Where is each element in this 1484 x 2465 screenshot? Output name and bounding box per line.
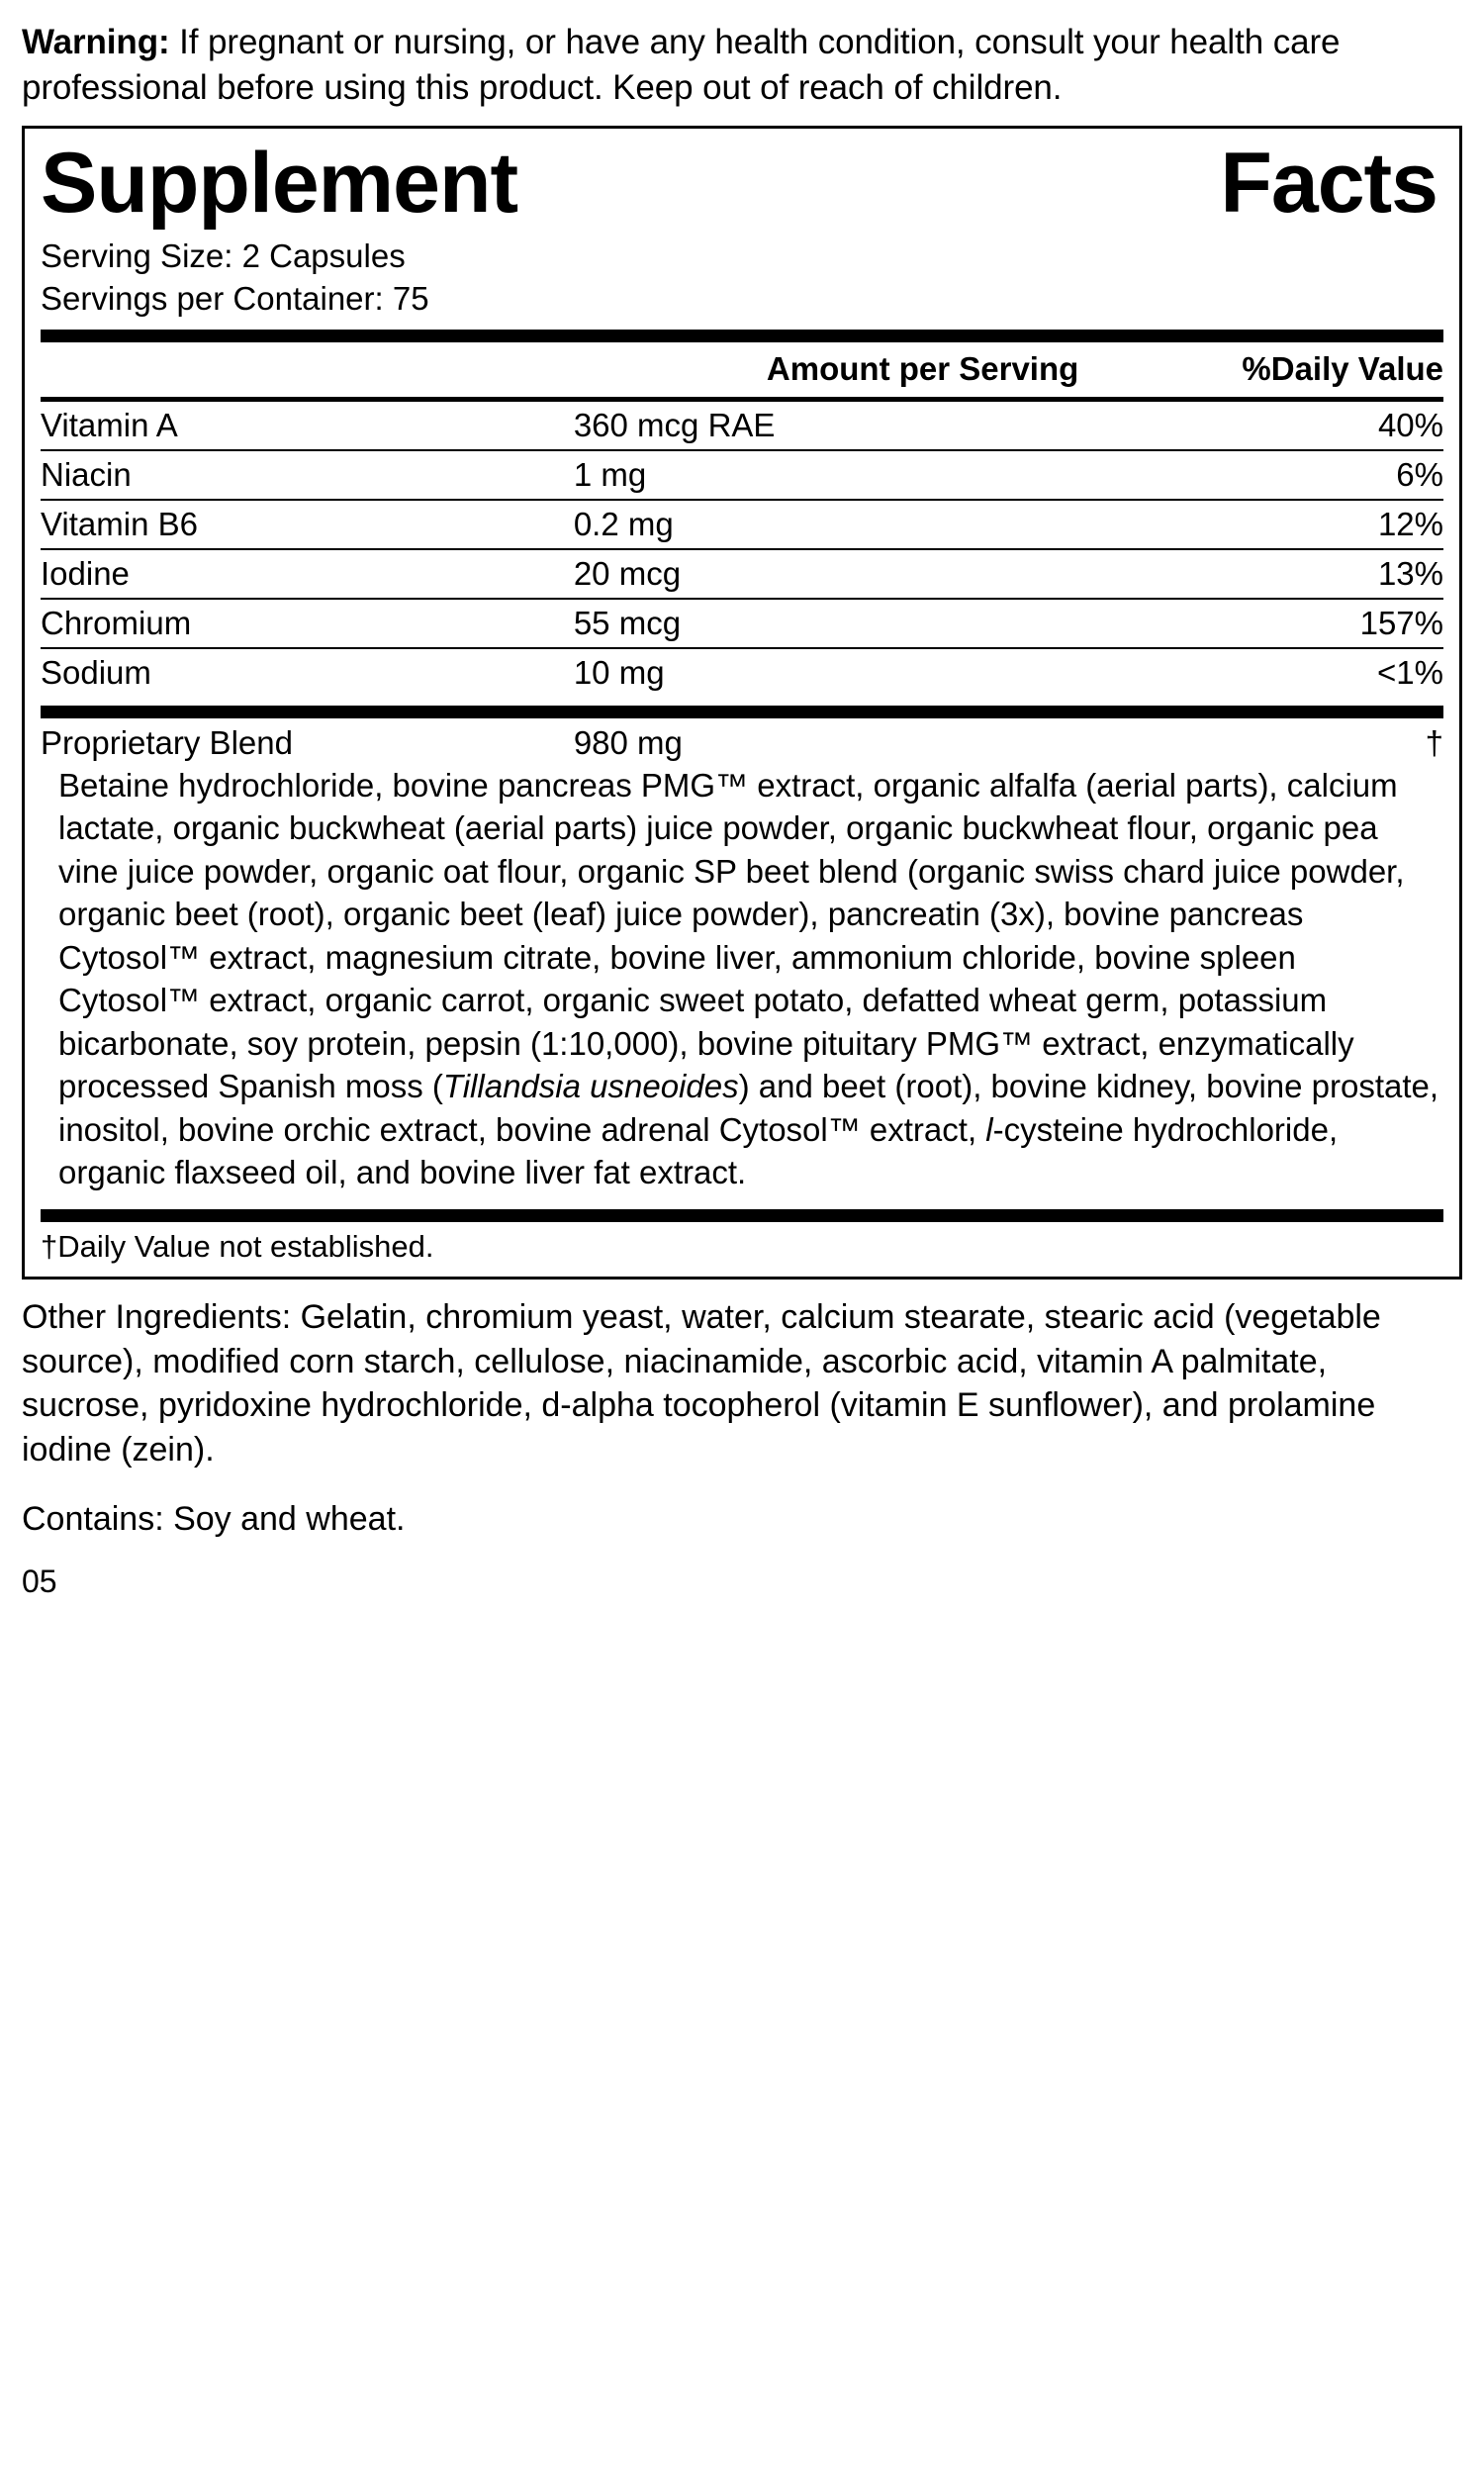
blend-name: Proprietary Blend	[41, 723, 293, 761]
blend-ingredients-part2: ) and beet (root), bovine kidney, bovine prostate, inositol, bovine orchic extract, bovine adrenal Cytosol™ extract,	[58, 1068, 1439, 1148]
table-header-row	[41, 342, 1443, 397]
rule-thick-footnote	[41, 1209, 1443, 1222]
supplement-facts-title	[41, 136, 1443, 231]
rule-thick-blend	[41, 706, 1443, 718]
nutrition-table	[41, 342, 1443, 397]
header-amount-per-serving: Amount per Serving	[766, 349, 1079, 387]
proprietary-blend-row	[41, 718, 1443, 764]
blend-ingredient-list	[41, 764, 1443, 1200]
row-daily-value: 12%	[1078, 500, 1443, 549]
other-ingredients: Other Ingredients: Gelatin, chromium yeast, water, calcium stearate, stearic acid (vegetable source), modified corn starch, cellulose, niacinamide, ascorbic acid, vitamin A palmitate, sucrose, pyridoxine hydrochloride, d-alpha tocopherol (vitamin E sunflower), and prolamine iodine (zein).	[22, 1298, 1381, 1469]
blend-ingredients-italic-l: l	[985, 1110, 993, 1148]
blend-ingredients-part3: -cysteine hydrochloride, organic flaxseed oil, and bovine liver fat extract.	[58, 1110, 1339, 1191]
row-daily-value: <1%	[1078, 648, 1443, 697]
header-nutrient	[41, 342, 574, 397]
contains-statement: Contains: Soy and wheat.	[22, 1500, 406, 1539]
nutrient-rows-body	[41, 402, 1443, 697]
table-row	[41, 648, 1443, 697]
row-name: Sodium	[41, 648, 574, 697]
nutrient-rows-table	[41, 402, 1443, 697]
nutrition-table-body	[41, 342, 1443, 397]
row-amount: 1 mg	[574, 450, 1078, 500]
serving-size: Serving Size: 2 Capsules	[41, 237, 406, 274]
header-daily-value: %Daily Value	[1242, 349, 1443, 387]
row-amount: 10 mg	[574, 648, 1078, 697]
row-amount: 20 mcg	[574, 549, 1078, 599]
warning-label: Warning:	[22, 23, 170, 61]
title-word-supplement: Supplement	[41, 136, 518, 231]
warning-body: If pregnant or nursing, or have any health condition, consult your health care professional before using this product. Keep out of reach of children.	[22, 23, 1341, 107]
row-name: Iodine	[41, 549, 574, 599]
row-name: Niacin	[41, 450, 574, 500]
row-daily-value: 6%	[1078, 450, 1443, 500]
row-daily-value: 40%	[1377, 406, 1443, 443]
servings-per-container: Servings per Container: 75	[41, 279, 429, 317]
table-row	[41, 500, 1443, 549]
title-word-facts: Facts	[1220, 136, 1438, 231]
label-code: 05	[22, 1563, 57, 1599]
table-row	[41, 599, 1443, 648]
blend-daily-value: †	[1425, 723, 1443, 761]
row-name: Chromium	[41, 599, 574, 648]
table-row	[41, 549, 1443, 599]
row-name: Vitamin B6	[41, 500, 574, 549]
row-name: Vitamin A	[41, 406, 178, 443]
daily-value-footnote: †Daily Value not established.	[41, 1228, 434, 1264]
row-daily-value: 13%	[1078, 549, 1443, 599]
supplement-facts-panel	[22, 126, 1462, 1280]
warning-text	[22, 20, 1462, 110]
table-row	[41, 450, 1443, 500]
blend-ingredients-part1: Betaine hydrochloride, bovine pancreas PMG™ extract, organic alfalfa (aerial parts), calcium lactate, organic buckwheat (aerial parts) juice powder, organic buckwheat flour, organic pea vine juice powder, organic oat flour, organic SP beet blend (organic swiss chard juice powder, organic beet (root), organic beet (leaf) juice powder), pancreatin (3x), bovine pancreas Cytosol™ extract, magnesium citrate, bovine liver, ammonium chloride, bovine spleen Cytosol™ extract, organic carrot, organic sweet potato, defatted wheat germ, potassium bicarbonate, soy protein, pepsin (1:10,000), bovine pituitary PMG™ extract, enzymatically processed Spanish moss (	[58, 766, 1405, 1105]
row-amount: 55 mcg	[574, 599, 1078, 648]
row-amount: 0.2 mg	[574, 500, 1078, 549]
row-daily-value: 157%	[1078, 599, 1443, 648]
rule-thick-top	[41, 330, 1443, 342]
table-row	[41, 402, 1443, 450]
row-amount: 360 mcg RAE	[573, 406, 776, 443]
blend-amount: 980 mg	[573, 723, 683, 761]
blend-ingredients-italic-species: Tillandsia usneoides	[442, 1068, 739, 1105]
